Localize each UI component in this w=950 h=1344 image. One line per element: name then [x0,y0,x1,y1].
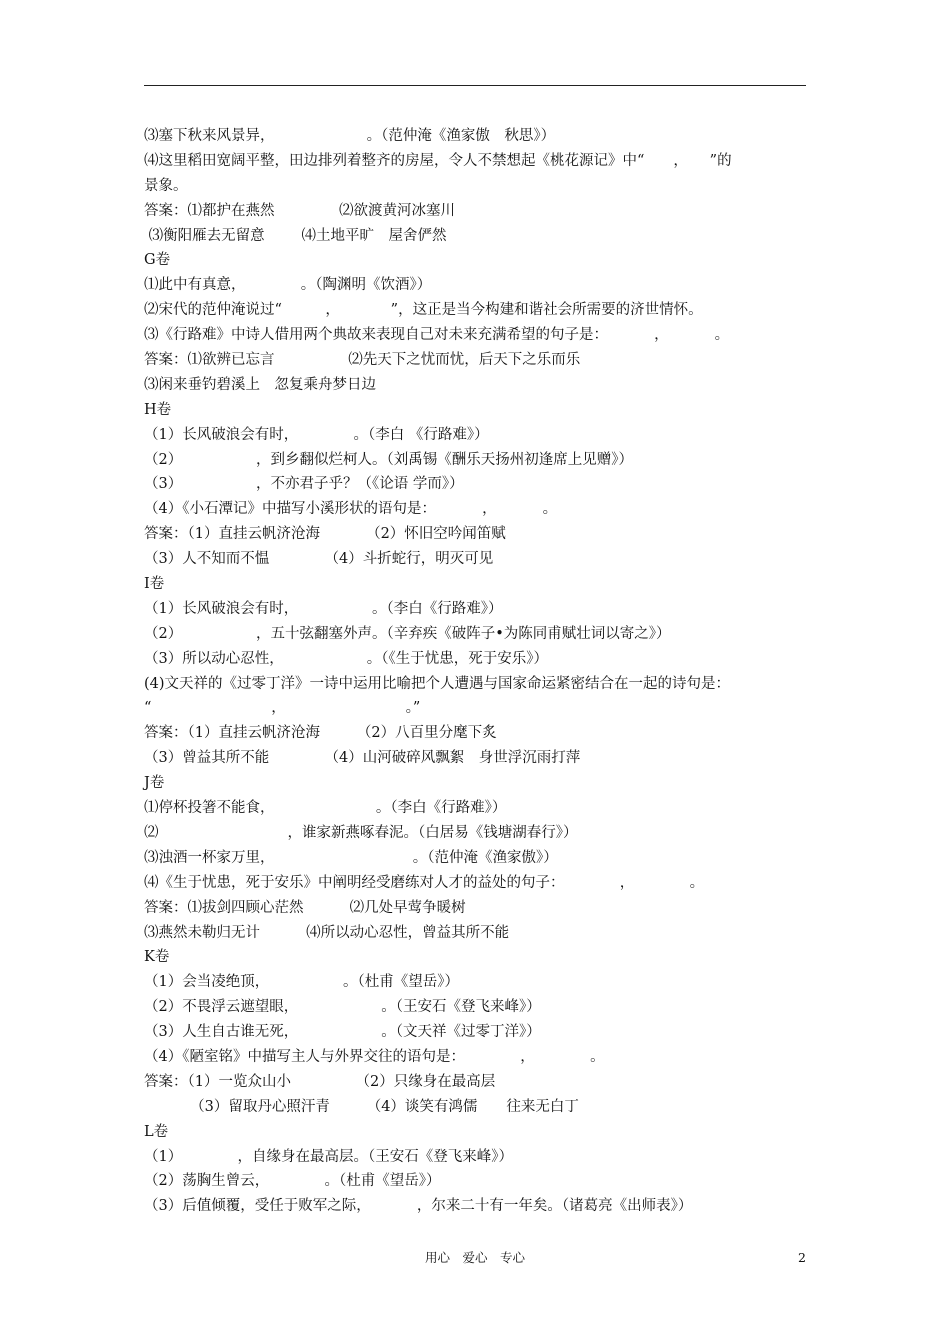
text-line: ⑷《生于忧患，死于安乐》中阐明经受磨练对人才的益处的句子： ， 。 [144,874,705,891]
text-line: 答案：⑴都护在燕然 ⑵欲渡黄河冰塞川 [144,202,456,219]
text-line: ⑵ ，谁家新燕啄春泥。（白居易《钱塘湖春行》） [144,824,578,841]
text-line: 答案：（1）一览众山小 （2）只缘身在最高层 [144,1073,496,1090]
text-line: （2）不畏浮云遮望眼， 。（王安石《登飞来峰》） [144,999,541,1016]
text-line: （1）会当凌绝顶， 。（杜甫《望岳》） [144,974,459,991]
text-line: 答案：（1）直挂云帆济沧海 （2）八百里分麾下炙 [144,725,497,742]
text-line: （3） ，不亦君子乎？（《论语 学而》） [144,476,464,493]
text-line: 景象。 [144,177,188,194]
text-line: ⑷这里稻田宽阔平整，田边排列着整齐的房屋，令人不禁想起《桃花源记》中“ ， ”的 [144,152,732,169]
text-line: K卷 [144,949,170,966]
text-line: （2） ，五十弦翻塞外声。（辛弃疾《破阵子•为陈同甫赋壮词以寄之》） [144,625,671,642]
text-line: （1）长风破浪会有时， 。（李白《行路难》） [144,600,503,617]
header-rule [144,85,806,86]
text-line: （3）所以动心忍性， 。（《生于忧患，死于安乐》） [144,650,548,667]
text-line: （1） ，自缘身在最高层。（王安石《登飞来峰》） [144,1148,514,1165]
text-line: 答案：⑴欲辨已忘言 ⑵先天下之忧而忧，后天下之乐而乐 [144,352,581,369]
text-line: （3）人生自古谁无死， 。（文天祥《过零丁洋》） [144,1024,541,1041]
text-line: （4）《陋室铭》中描写主人与外界交往的语句是： ， 。 [144,1048,605,1065]
text-line: I卷 [144,576,165,593]
text-line: 答案：⑴拔剑四顾心茫然 ⑵几处早莺争暖树 [144,899,466,916]
text-line: ⑶塞下秋来风景异， 。（范仲淹《渔家傲 秋思》） [144,128,556,144]
text-line: （2） ，到乡翻似烂柯人。（刘禹锡《酬乐天扬州初逢席上见赠》） [144,451,633,468]
text-line: （3）曾益其所不能 （4）山河破碎风飘絮 身世浮沉雨打萍 [144,750,581,767]
text-line: ⑴此中有真意， 。（陶渊明《饮酒》） [144,277,432,294]
text-line: H卷 [144,401,172,418]
footer-motto: 用心 爱心 专心 [424,1250,525,1265]
text-line: G卷 [144,252,171,269]
text-line: “ ， 。” [144,700,421,717]
text-line: ⑶浊酒一杯家万里， 。（范仲淹《渔家傲》） [144,849,558,866]
text-line: ⑴停杯投箸不能食， 。（李白《行路难》） [144,800,507,817]
text-line: ⑶燕然未勒归无计 ⑷所以动心忍性，曾益其所不能 [144,924,510,941]
text-line: (4)文天祥的《过零丁洋》一诗中运用比喻把个人遭遇与国家命运紧密结合在一起的诗句是： [144,675,731,692]
text-line: （3）后值倾覆，受任于败军之际， ，尔来二十有一年矣。（诸葛亮《出师表》） [144,1198,693,1215]
text-line: ⑶《行路难》中诗人借用两个典故来表现自己对未来充满希望的句子是： ， 。 [144,327,730,344]
text-line: （2）荡胸生曾云， 。（杜甫《望岳》） [144,1173,441,1190]
text-line: 答案：（1）直挂云帆济沧海 （2）怀旧空吟闻笛赋 [144,526,506,543]
document-body [144,124,806,1219]
text-line: ⑶衡阳雁去无留意 ⑷土地平旷 屋舍俨然 [144,227,447,244]
text-line: J卷 [144,775,165,792]
text-line: （4）《小石潭记》中描写小溪形状的语句是： ， 。 [144,501,558,518]
page-number: 2 [798,1250,806,1265]
text-line: （3）留取丹心照汗青 （4）谈笑有鸿儒 往来无白丁 [144,1098,579,1115]
page-footer [0,1248,950,1268]
text-line: （3）人不知而不愠 （4）斗折蛇行，明灭可见 [144,551,494,568]
text-line: （1）长风破浪会有时， 。（李白 《行路难》） [144,426,489,443]
text-line: ⑶闲来垂钓碧溪上 忽复乘舟梦日边 [144,376,376,393]
text-line: ⑵宋代的范仲淹说过“ ， ”，这正是当今构建和谐社会所需要的济世情怀。 [144,302,703,319]
text-line: L卷 [144,1123,169,1140]
